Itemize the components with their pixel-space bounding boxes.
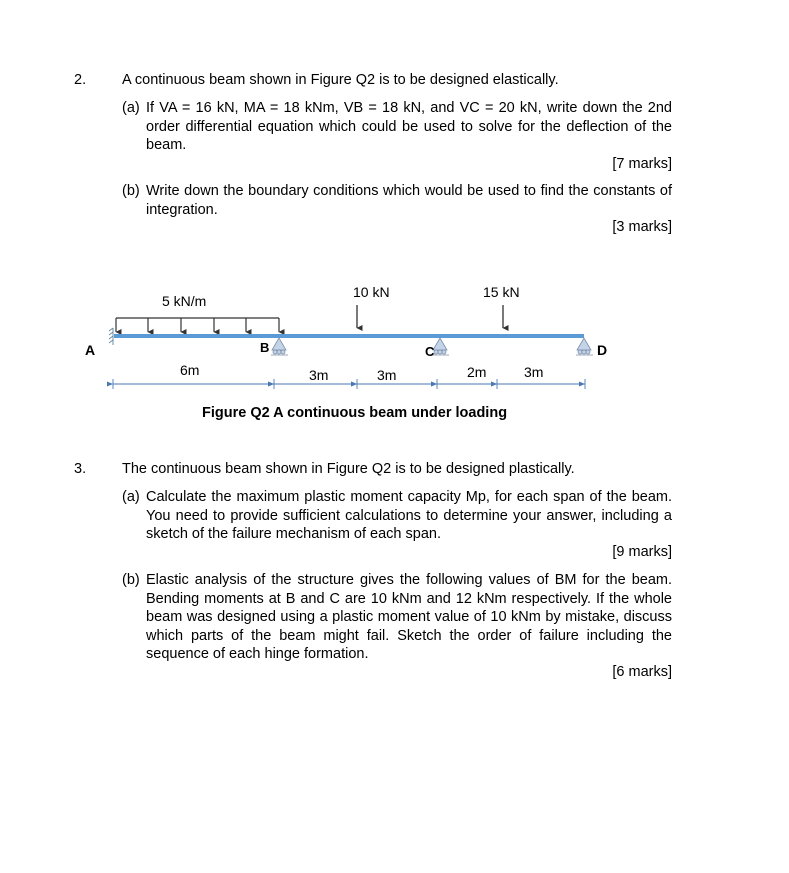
- udl-arrows: [116, 318, 279, 332]
- udl-label: 5 kN/m: [162, 293, 207, 309]
- question-3b: [122, 571, 672, 664]
- pin-support-c: [432, 338, 449, 355]
- figure-caption: Figure Q2 A continuous beam under loading: [202, 405, 508, 421]
- fixed-support-a: [109, 328, 113, 345]
- support-label-c: C: [425, 344, 435, 359]
- pin-support-d: [576, 338, 593, 355]
- support-label-d: D: [597, 342, 608, 358]
- question-3b-text: Elastic analysis of the structure gives the following values of BM for the beam. Bending moments at B and C are 10 kNm and 12 kNm respectively. If the whole beam was designed using a plastic moment value of 10 kNm by mistake, discuss which parts of the beam might fail. Sketch the order of failure including the sequence of each hinge formation.: [146, 572, 672, 663]
- question-3a: [122, 488, 672, 544]
- question-3a-label: (a): [122, 489, 140, 505]
- dim-label-c-load2: 2m: [467, 364, 487, 380]
- question-2a-marks: [7 marks]: [612, 156, 672, 172]
- dimension-line: [113, 379, 585, 389]
- question-3b-marks: [6 marks]: [612, 664, 672, 680]
- support-label-b: B: [260, 340, 270, 355]
- question-3-intro: The continuous beam shown in Figure Q2 is to be designed plastically.: [122, 461, 575, 477]
- question-2b-label: (b): [122, 183, 140, 199]
- question-2-intro: A continuous beam shown in Figure Q2 is to be designed elastically.: [122, 72, 559, 88]
- question-2a-label: (a): [122, 100, 140, 116]
- dim-label-b-load1: 3m: [309, 367, 329, 383]
- question-2a-text: If VA = 16 kN, MA = 18 kNm, VB = 18 kN, and VC = 20 kN, write down the 2nd order differential equation which could be used to solve for the deflection of the beam.: [146, 100, 672, 154]
- question-2b-text: Write down the boundary conditions which would be used to find the constants of integration.: [146, 183, 672, 218]
- point-load-1-label: 10 kN: [353, 284, 390, 300]
- pin-support-b: [271, 338, 288, 355]
- question-3a-marks: [9 marks]: [612, 544, 672, 560]
- question-2-number: 2.: [74, 72, 87, 88]
- dim-label-load2-d: 3m: [524, 364, 544, 380]
- support-label-a: A: [85, 342, 96, 358]
- question-3b-label: (b): [122, 572, 140, 588]
- point-load-2-label: 15 kN: [483, 284, 520, 300]
- question-3-number: 3.: [74, 461, 87, 477]
- question-2b-marks: [3 marks]: [612, 219, 672, 235]
- question-3a-text: Calculate the maximum plastic moment capacity Mp, for each span of the beam. You need to provide sufficient calculations to determine your answer, including a sketch of the failure mechanism of each span.: [146, 489, 672, 543]
- question-2b: [122, 182, 672, 219]
- question-2a: [122, 99, 672, 155]
- dim-label-ab: 6m: [180, 362, 200, 378]
- dim-label-load1-c: 3m: [377, 367, 397, 383]
